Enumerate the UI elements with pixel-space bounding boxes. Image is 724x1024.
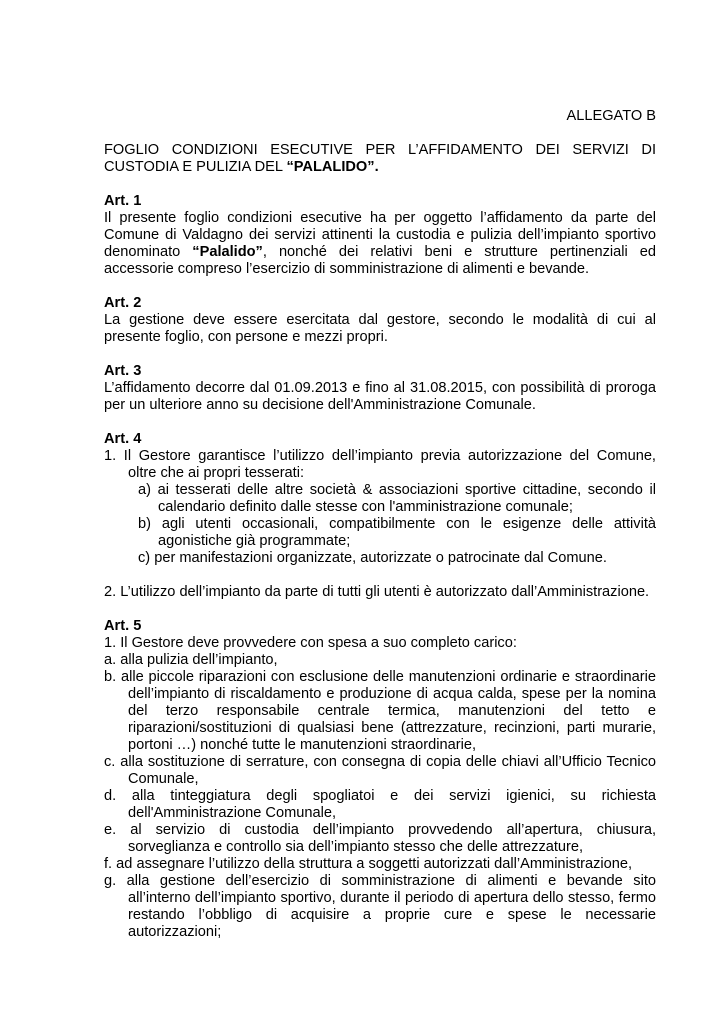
art1-text: Il presente foglio condizioni esecutive ha per oggetto l’affidamento da parte del Comune di Valdagno dei servizi attinenti la custodia e pulizia dell’impianto sportivo denominato “Palalido”, nonché dei relativi beni e strutture pertinenziali ed accessorie compreso l’esercizio di somministrazione di alimenti e bevande. — [104, 210, 656, 277]
art4-sub-c: c) per manifestazioni organizzate, autorizzate o patrocinate dal Comune. — [138, 550, 607, 566]
art2-heading: Art. 2 — [104, 295, 142, 311]
art5-item-f: f. ad assegnare l’utilizzo della struttura a soggetti autorizzati dall’Amministrazione, — [104, 856, 633, 872]
art5-item-b: b. alle piccole riparazioni con esclusione delle manutenzioni ordinarie e straordinarie dell’impianto di riscaldamento e produzione di acqua calda, spese per la nomina del terzo responsabile centrale termica, manutenzioni del tetto e riparazioni/sostituzioni di qualsiasi bene (attrezzature, recinzioni, parti murarie, portoni …) nonché tutte le manutenzioni straordinarie, — [104, 669, 656, 753]
art5-heading: Art. 5 — [104, 618, 142, 634]
art4-sub-b: b) agli utenti occasionali, compatibilmente con le esigenze delle attività agonistiche già programmate; — [138, 516, 656, 549]
title-text: FOGLIO CONDIZIONI ESECUTIVE PER L’AFFIDAMENTO DEI SERVIZI DI CUSTODIA E PULIZIA DEL — [104, 142, 656, 175]
document-body — [104, 108, 656, 941]
art5-item-d: d. alla tinteggiatura degli spogliatoi e dei servizi igienici, su richiesta dell'Amministrazione Comunale, — [104, 788, 656, 821]
art4-item-1: 1. Il Gestore garantisce l’utilizzo dell’impianto previa autorizzazione del Comune, oltre che ai propri tesserati: — [104, 448, 656, 481]
art1-heading: Art. 1 — [104, 193, 142, 209]
art2-text: La gestione deve essere esercitata dal gestore, secondo le modalità di cui al presente foglio, con persone e mezzi propri. — [104, 312, 656, 345]
art5-intro: 1. Il Gestore deve provvedere con spesa a suo completo carico: — [104, 635, 517, 651]
art3-text: L’affidamento decorre dal 01.09.2013 e fino al 31.08.2015, con possibilità di proroga per un ulteriore anno su decisione dell'Amministrazione Comunale. — [104, 380, 656, 413]
allegato-label: ALLEGATO B — [566, 108, 656, 124]
document-title — [104, 142, 656, 176]
art3-heading: Art. 3 — [104, 363, 142, 379]
art4-heading: Art. 4 — [104, 431, 142, 447]
art4-item-2: 2. L’utilizzo dell’impianto da parte di tutti gli utenti è autorizzato dall’Amministrazione. — [104, 584, 650, 600]
art5-item-e: e. al servizio di custodia dell’impianto provvedendo all’apertura, chiusura, sorveglianza e controllo sia dell’impianto stesso che delle attrezzature, — [104, 822, 656, 855]
title-bold: “PALALIDO”. — [286, 159, 379, 175]
art5-item-a: a. alla pulizia dell’impianto, — [104, 652, 278, 668]
art4-sub-a: a) ai tesserati delle altre società & associazioni sportive cittadine, secondo il calendario definito dalle stesse con l'amministrazione comunale; — [138, 482, 656, 515]
art5-item-g: g. alla gestione dell’esercizio di somministrazione di alimenti e bevande sito all’interno dell’impianto sportivo, durante il periodo di apertura dello stesso, fermo restando l’obbligo di acquisire a proprie cure e spese le necessarie autorizzazioni; — [104, 873, 656, 940]
art5-item-c: c. alla sostituzione di serrature, con consegna di copia delle chiavi all’Ufficio Tecnico Comunale, — [104, 754, 656, 787]
